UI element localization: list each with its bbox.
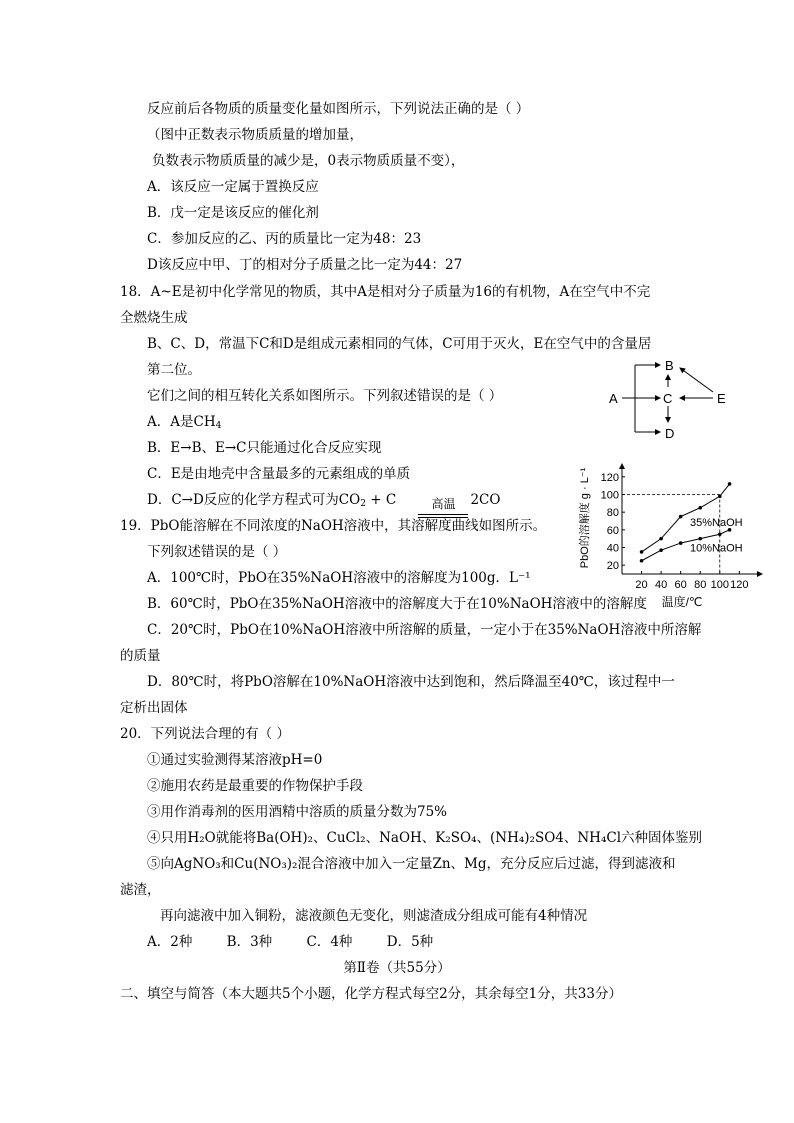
data-point	[640, 559, 644, 563]
node-a: A	[609, 391, 618, 406]
q18-option-b: B．E→B、E→C只能通过化合反应实现	[147, 440, 382, 456]
x-tick-label: 100	[710, 579, 729, 591]
relation-diagram	[605, 354, 735, 444]
data-point	[679, 541, 683, 545]
q19-option-d: D．80℃时，将PbO溶解在10%NaOH溶液中达到饱和，然后降温至40℃，该过程中一	[147, 674, 675, 690]
solubility-chart	[572, 456, 772, 611]
series-label-35: 35%NaOH	[690, 516, 743, 529]
q17-option-d: D该反应中甲、丁的相对分子质量之比一定为44：27	[147, 257, 463, 273]
q17-option-b: B．戊一定是该反应的催化剂	[147, 205, 319, 221]
q20-choices: A．2种 B．3种 C．4种 D．5种	[147, 934, 434, 950]
q19-option-d-cont: 定析出固体	[120, 700, 188, 716]
node-e: E	[717, 391, 726, 406]
q17-stem: 反应前后各物质的质量变化量如图所示，下列说法正确的是（ ）	[147, 101, 530, 117]
x-tick-label: 60	[674, 579, 687, 591]
data-point	[728, 482, 732, 486]
q19-option-a: A．100℃时，PbO在35%NaOH溶液中的溶解度为100g．L⁻¹	[147, 570, 531, 586]
q19-option-b: B．60℃时，PbO在35%NaOH溶液中的溶解度大于在10%NaOH溶液中的溶解度	[147, 596, 647, 612]
q20-statement-4: ④只用H₂O就能将Ba(OH)₂、CuCl₂、NaOH、K₂SO₄、(NH₄)₂SO4、NH₄Cl六种固体鉴别	[147, 830, 703, 846]
y-tick-label: 60	[606, 524, 619, 537]
data-point	[679, 515, 683, 519]
node-d: D	[665, 426, 675, 441]
x-tick-label: 80	[694, 579, 707, 591]
q20-statement-1: ①通过实验测得某溶液pH=0	[147, 752, 323, 768]
q20-stem: 20．下列说法合理的有（ ）	[120, 726, 290, 742]
data-point	[640, 550, 644, 554]
q17-note-1: （图中正数表示物质质量的增加量，	[147, 127, 363, 143]
part2-title: 第Ⅱ卷（共55分）	[343, 960, 451, 976]
y-tick-label: 20	[606, 560, 619, 573]
data-point	[659, 537, 663, 541]
q18-stem-1: 18．A~E是初中化学常见的物质，其中A是相对分子质量为16的有机物，A在空气中不完	[120, 284, 651, 300]
q18-option-a: A．A是$CH_4$	[147, 414, 222, 431]
x-tick-label: 20	[635, 579, 648, 591]
y-tick-label: 120	[600, 471, 619, 484]
data-point	[718, 494, 722, 498]
q18-stem-3: B、C、D，常温下C和D是组成元素相同的气体，C可用于灭火，E在空气中的含量居	[147, 336, 652, 352]
q19-option-c: C．20℃时，PbO在10%NaOH溶液中所溶解的质量，一定小于在35%NaOH溶液中所溶解	[147, 622, 702, 638]
q18-option-d: D．C→D反应的化学方程式可为$CO_2 + C$ 高温 2CO	[147, 491, 500, 513]
part2-section-heading: 二、填空与简答（本大题共5个小题，化学方程式每空2分，其余每空1分，共33分）	[120, 986, 622, 1002]
q18-stem-5: 它们之间的相互转化关系如图所示。下列叙述错误的是（ ）	[147, 388, 503, 404]
q17-option-a: A．该反应一定属于置换反应	[147, 179, 319, 195]
q17-option-c: C．参加反应的乙、丙的质量比一定为48：23	[147, 231, 422, 247]
q18-option-c: C．E是由地壳中含量最多的元素组成的单质	[147, 466, 411, 482]
y-tick-label: 80	[606, 507, 619, 520]
x-tick-label: 120	[730, 579, 749, 591]
q17-note-2: 负数表示物质质量的减少是，0表示物质质量不变），	[152, 153, 465, 169]
y-axis-label: PbO的溶解度 g · L⁻¹	[579, 467, 591, 569]
data-point	[659, 548, 663, 552]
data-point	[718, 532, 722, 536]
reaction-condition: 高温	[431, 497, 456, 511]
node-b: B	[665, 358, 674, 373]
q19-stem-2: 下列叙述错误的是（ ）	[147, 544, 287, 560]
q20-statement-5-cont2: 再向滤液中加入铜粉，滤液颜色无变化，则滤渣成分组成可能有4种情况	[160, 908, 588, 924]
series-label-10: 10%NaOH	[690, 542, 743, 555]
node-c: C	[663, 391, 673, 406]
q20-statement-5: ⑤向AgNO₃和Cu(NO₃)₂混合溶液中加入一定量Zn、Mg，充分反应后过滤，得到滤液和	[147, 856, 676, 872]
y-tick-label: 40	[606, 542, 619, 555]
q19-stem-1: 19．PbO能溶解在不同浓度的NaOH溶液中，其溶解度曲线如图所示。	[120, 518, 547, 534]
q20-statement-2: ②施用农药是最重要的作物保护手段	[147, 778, 363, 794]
y-tick-label: 100	[600, 489, 619, 502]
x-tick-label: 40	[654, 579, 668, 591]
q20-statement-5-cont: 滤渣，	[120, 882, 161, 898]
q18-stem-2: 全燃烧生成	[120, 310, 188, 326]
data-point	[698, 506, 702, 510]
x-axis-label: 温度/℃	[661, 595, 703, 609]
data-point	[698, 537, 702, 541]
q18-stem-4: 第二位。	[147, 362, 201, 378]
q19-option-c-cont: 的质量	[120, 648, 161, 664]
q20-statement-3: ③用作消毒剂的医用酒精中溶质的质量分数为75%	[147, 804, 448, 820]
